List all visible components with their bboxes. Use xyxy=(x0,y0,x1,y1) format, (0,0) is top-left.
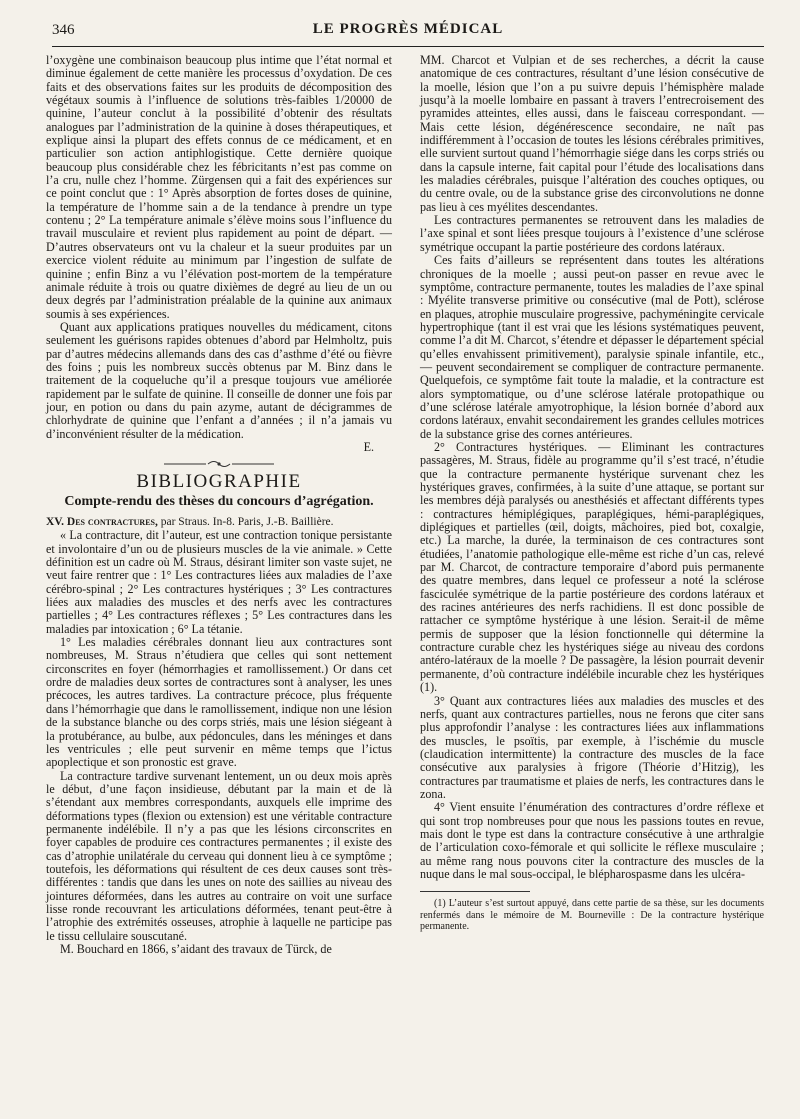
footnote: (1) L’auteur s’est surtout appuyé, dans cette partie de sa thèse, sur les documents renfermés dans le mémoire de M. Bourneville : De la contracture hystérique permanente. xyxy=(420,898,764,933)
footnote-rule xyxy=(420,891,530,892)
subsection-title: Compte-rendu des thèses du concours d’agrégation. xyxy=(64,493,374,509)
paragraph: 1° Les maladies cérébrales donnant lieu aux contractures sont nombreuses, M. Straus n’étudiera que celles qui sont nettement circonscrites en foyer (hémorrhagies et ramollissement.) Or dans cet ordre de maladies deux sortes de contractures sont à analyser, les unes précoces, les autres tardives. La contracture précoce, plus fréquente dans l’hémorrhagie que dans le ramollissement, indique non une lésion de la substance blanche ou des corps striés, mais une lésion siégeant à la protubérance, au bulbe, aux pédoncules, dans les méninges et dans les ventricules ; elle peut survenir en même temps que l’ictus apoplectique et son pronostic est grave. xyxy=(46,635,392,770)
paragraph: La contracture tardive survenant lentement, un ou deux mois après le début, d’une façon insidieuse, débutant par la main et de là s’étendant aux membres correspondants, auxquels elle imprime des déformations types (flexion ou extension) est une véritable contracture permanente indélébile. Il n’y a pas que les lésions circonscrites en foyer capables de produire ces contractures permanentes ; il existe des cas d’atrophie unilatérale du cerveau qui donnent lieu à ce symptôme ; toutefois, les déformations qui résultent de ces deux causes sont très-différentes : tandis que dans les unes on note des saillies au niveau des jointures déformées, dans les autres au contraire on voit une surface lisse ronde recouvrant les articulations déformées, tenant peut-être à l’atrophie des extrémités osseuses, atrophie à laquelle ne participe pas le tissu cellulaire souscutané. xyxy=(46,768,392,943)
right-column xyxy=(420,54,764,933)
left-column xyxy=(46,54,392,956)
paragraph: l’oxygène une combinaison beaucoup plus intime que l’état normal et diminue également de cette manière les processus d’oxydation. De ces faits et des observations faites sur les produits de décomposition des végétaux soumis à l’influence de solutions très-faibles 1/20000 de quinine, l’auteur conclut à la possibilité d’obtenir des résultats analogues par l’administration de la quinine à doses thérapeutiques, et explique ainsi la plupart des effets connus de ce médicament, et en particulier son action antiphlogistique. Cette dernière quoique beaucoup plus considérable chez les fébricitants n’est pas comme on l’a cru, nulle chez l’homme. Zürgensen qui a fait des expériences sur ce point conclut que : 1° Après absorption de fortes doses de quinine, la température de l’homme sain a de la tendance à prendre un type contenu ; 2° La température animale s’élève moins sous l’influence du travail musculaire et revient plus rapidement au point de départ. — D’autres observateurs ont vu la chaleur et la sueur produites par un exercice violent réduite au minimum par l’ingestion de sulfate de quinine ; enfin Binz a vu l’élévation post-mortem de la température animale réduite à trois ou quatre dixièmes de degré au lieu de un ou deux degrés par l’administration préalable de la quinine aux animaux soumis à ses expériences. xyxy=(46,53,392,321)
paragraph: « La contracture, dit l’auteur, est une contraction tonique persistante et involontaire d’un ou de plusieurs muscles de la vie animale. » Cette définition est un cadre où M. Straus, désirant limiter son vaste sujet, ne veut faire rentrer que : 1° Les contractures liées aux maladies de l’axe cérébro-spinal ; 2° Les contractures hystériques ; 3° Les contractures liées aux maladies des muscles et des nerfs avec les contractures partielles ; 4° Les contractures réflexes ; 5° Les contractures dans les maladies par intoxication ; 6° La tétanie. xyxy=(46,528,392,636)
paragraph: Quant aux applications pratiques nouvelles du médicament, citons seulement les guérisons rapides obtenues d’abord par Helmholtz, puis par d’autres médecins allemands dans des cas d’asthme d’été ou fièvre des foins ; puis les nombreux succès obtenus par M. Binz dans le traitement de la coqueluche qu’il a presque toujours vue améliorée rapidement par le sulfate de quinine. Il conseille de donner une fois par jour, en potion ou dans du pain azyme, autant de décigrammes de chlorhydrate de quinine que l’enfant a d’années ; il n’a jamais vu d’inconvénient résulter de la médication. xyxy=(46,319,392,441)
running-title: LE PROGRÈS MÉDICAL xyxy=(312,21,504,37)
paragraph: Les contractures permanentes se retrouvent dans les maladies de l’axe spinal et sont liées presque toujours à l’existence d’une sclérose symétrique occupant la partie postérieure des cordons latéraux. xyxy=(420,213,764,254)
entry-number: XV. xyxy=(46,516,65,528)
paragraph: 2° Contractures hystériques. — Eliminant les contractures passagères, M. Straus, fidèle au programme qu’il s’est tracé, n’étudie que la contracture permanente hystérique survenant chez les hystériques graves, confirmées, à la suite d’une attaque, se portant sur les membres déjà paralysés ou anesthésiés et affectant différents types : contractures hémiplégiques, paraplégiques, hémi-paraplégiques, diplégiques et partielles (œil, doigts, mâchoires, pied bot, coxalgie, etc.) La marche, la durée, la terminaison de ces contractures sont étudiées, l’anatomie pathologique elle-même est riche d’un cas, relevé par M. Charcot, de contracture temporaire d’abord puis permanente des quatre membres, dans lequel ce professeur a noté la sclérose fasciculée symétrique de la partie postérieure des cordons latéraux et des racines antérieures des nerfs rachidiens. Il est donc possible de rattacher ce symptôme hystérique à une lésion. Serait-il de même permis de supposer que la lésion fonctionnelle qui détermine la contracture curable chez les hystériques siége au niveau des cordons antéro-latéraux de la moelle ? De passagère, la lésion pourrait devenir permanente, d’où contracture indélébile incurable chez les hystériques (1). xyxy=(420,439,764,695)
paragraph: 3° Quant aux contractures liées aux maladies des muscles et des nerfs, quant aux contractures partielles, nous ne ferons que citer sans plus approfondir l’analyse : les contractures liées aux inflammations des muscles, le psoïtis, par exemple, à l’ischémie du muscle (claudication intermittente) la contracture des muscles de la face consécutive aux paralysies à frigore (Théorie d’Hitzig), les contractures par traumatisme et plaies de nerfs, les contractures dans le zona. xyxy=(420,693,764,801)
paragraph: 4° Vient ensuite l’énumération des contractures d’ordre réflexe et qui sont trop nombreuses pour que nous les passions toutes en revue, mais dont le type est dans la contracture consécutive à une arthralgie de l’articulation coxo-fémorale et qui sollicite le réflexe musculaire ; au même rang nous pouvons citer la contracture des muscles de la nuque dans le mal sous-occipal, le blépharospasme dans les ulcéra- xyxy=(420,800,764,881)
ornament-divider xyxy=(46,459,392,471)
paragraph: M. Bouchard en 1866, s’aidant des travaux de Türck, de xyxy=(60,942,332,956)
section-title: BIBLIOGRAPHIE xyxy=(136,471,302,493)
author-signature: E. xyxy=(363,439,374,454)
entry-source: par Straus. In-8. Paris, J.-B. Baillière. xyxy=(160,516,334,528)
entry-title: Des contractures, xyxy=(66,516,158,528)
paragraph: Ces faits d’ailleurs se représentent dans toutes les altérations chroniques de la moelle ; aussi peut-on passer en revue avec le symptôme, contracture permanente, toutes les maladies de l’axe spinal : Myélite transverse primitive ou consécutive (mal de Pott), sclérose en plaques, atrophie musculaire progressive, pachyméningite cervicale hypertrophique (tant il est vrai que les lésions systématiques peuvent, comme l’a dit M. Charcot, s’étendre et dépasser le département spécial qu’elles envahissent primitivement), paralysie spinale infantile, etc., — peuvent secondairement se compliquer de contracture permanente. Quelquefois, ce symptôme fait toute la maladie, et la contracture est alors symptomatique, ou d’une sclérose latérale protopathique ou d’une sclérose latérale amyotrophique, la lésion bornée d’abord aux cordons latéraux, envahit secondairement les grandes cellules motrices de la substance grise des cornes antérieures. xyxy=(420,253,764,441)
page-header xyxy=(52,20,764,47)
paragraph: MM. Charcot et Vulpian et de ses recherches, a décrit la cause anatomique de ces contractures, résultant d’une lésion consécutive de la moelle, lésion que l’on a pu suivre depuis l’hémisphère malade jusqu’à la moelle lombaire en passant à travers l’entrecroisement des pyramides atteintes, elles aussi, dans le faisceau correspondant. — Mais cette lésion, dégénérescence secondaire, ne naît pas indifféremment à l’occasion de toutes les lésions cérébrales primitives, elle survient surtout quand l’hémorrhagie siége dans les corps striés ou dans la capsule interne, fait capital pour l’étude des localisations dans les maladies cérébrales, puisque l’altération des couches optiques, ou du centre ovale, ou de la substance grise des circonvolutions ne donne pas lieu à ces myélites descendantes. xyxy=(420,53,764,214)
bibliography-entry-heading xyxy=(46,516,392,529)
page-number: 346 xyxy=(52,22,75,38)
